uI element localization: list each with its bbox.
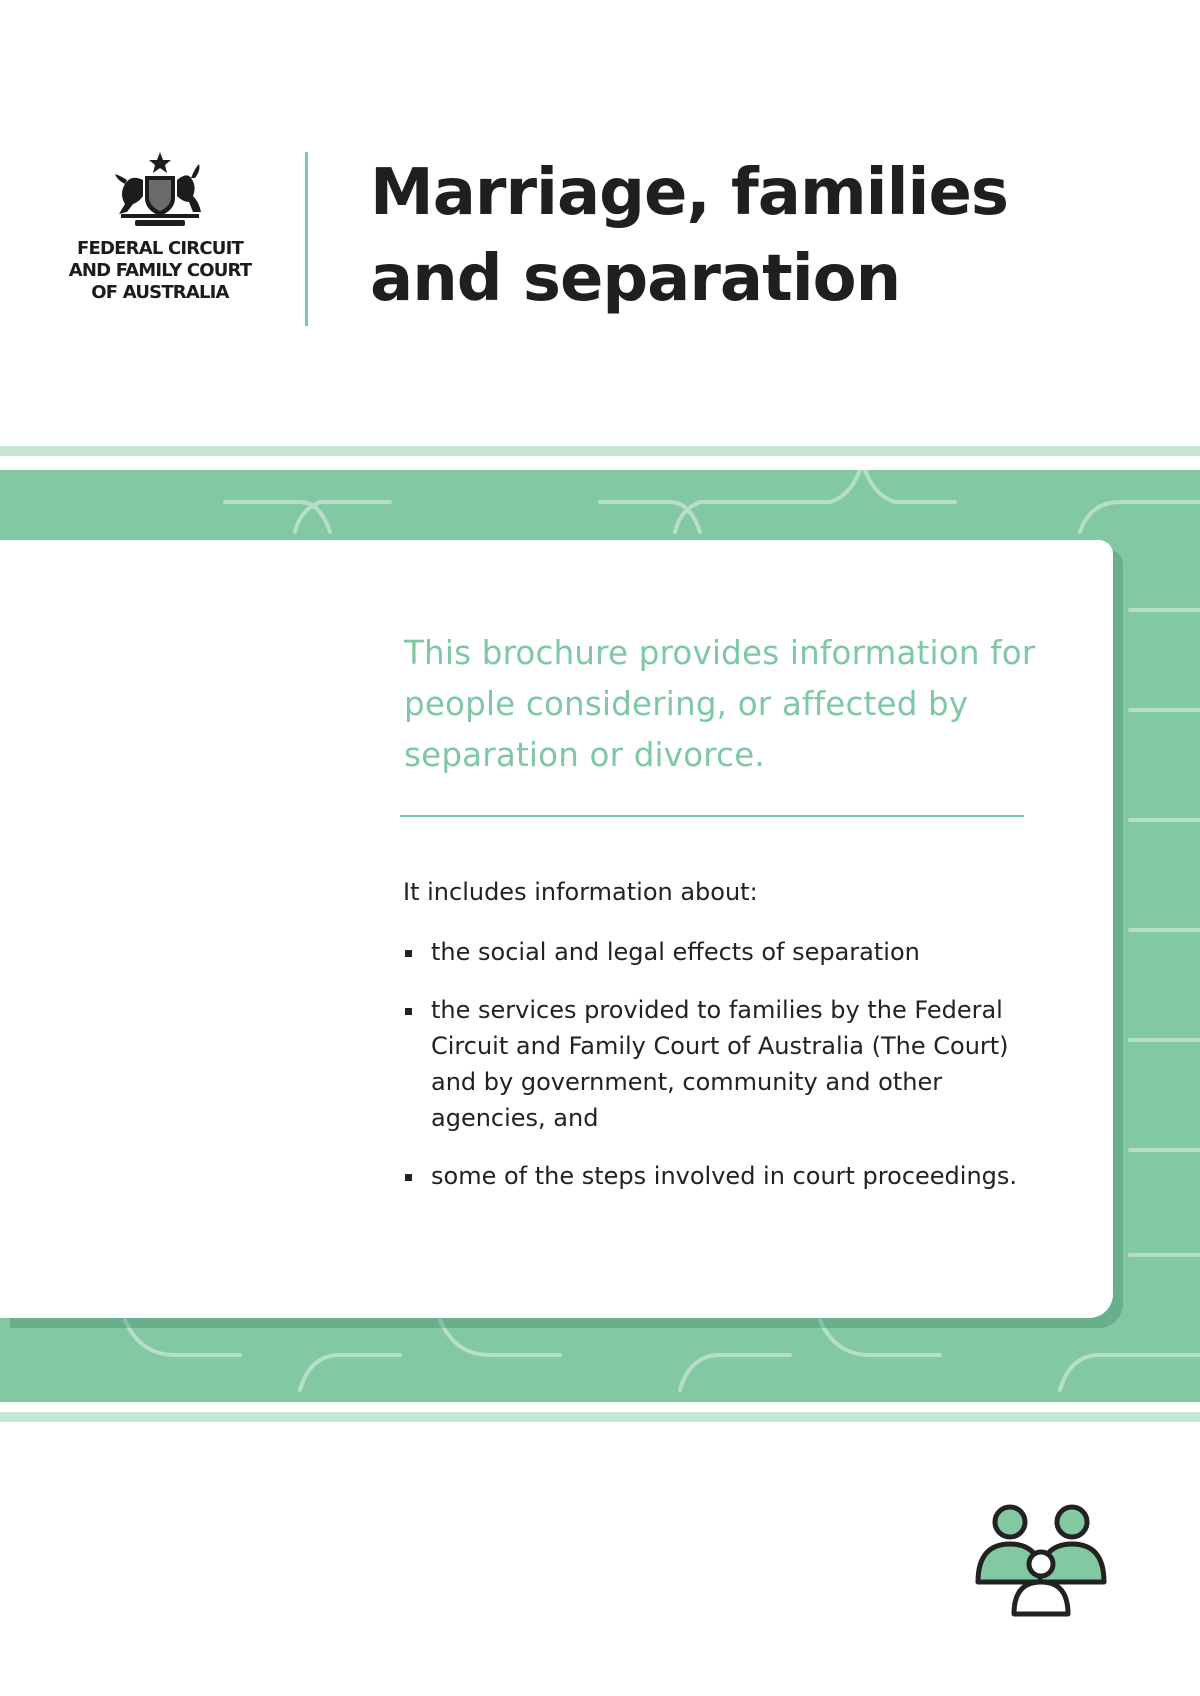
court-logo (60, 150, 260, 310)
page-title-line-2: and separation (370, 242, 901, 316)
family-icon (972, 1500, 1112, 1620)
bottom-stripe (0, 1412, 1200, 1422)
list-item: the services provided to families by the Federal Circuit and Family Court of Australia (The Court) and by government, community and other agencies, and (403, 992, 1023, 1136)
top-stripe (0, 446, 1200, 456)
page-title-line-1: Marriage, families (370, 156, 1008, 230)
lead-text: It includes information about: (403, 878, 758, 906)
court-name (60, 238, 260, 304)
court-name-line-1: FEDERAL CIRCUIT (77, 238, 243, 259)
page-title (370, 150, 1008, 322)
topics-list (403, 934, 1023, 1216)
list-item: some of the steps involved in court proceedings. (403, 1158, 1023, 1194)
court-name-line-2: AND FAMILY COURT (68, 260, 252, 281)
header-divider (305, 152, 308, 326)
list-item: the social and legal effects of separation (403, 934, 1023, 970)
intro-divider (400, 815, 1024, 817)
court-name-line-3: OF AUSTRALIA (91, 282, 229, 303)
coat-of-arms-icon (105, 150, 215, 228)
intro-text: This brochure provides information for people considering, or affected by separation or divorce. (404, 634, 1036, 774)
